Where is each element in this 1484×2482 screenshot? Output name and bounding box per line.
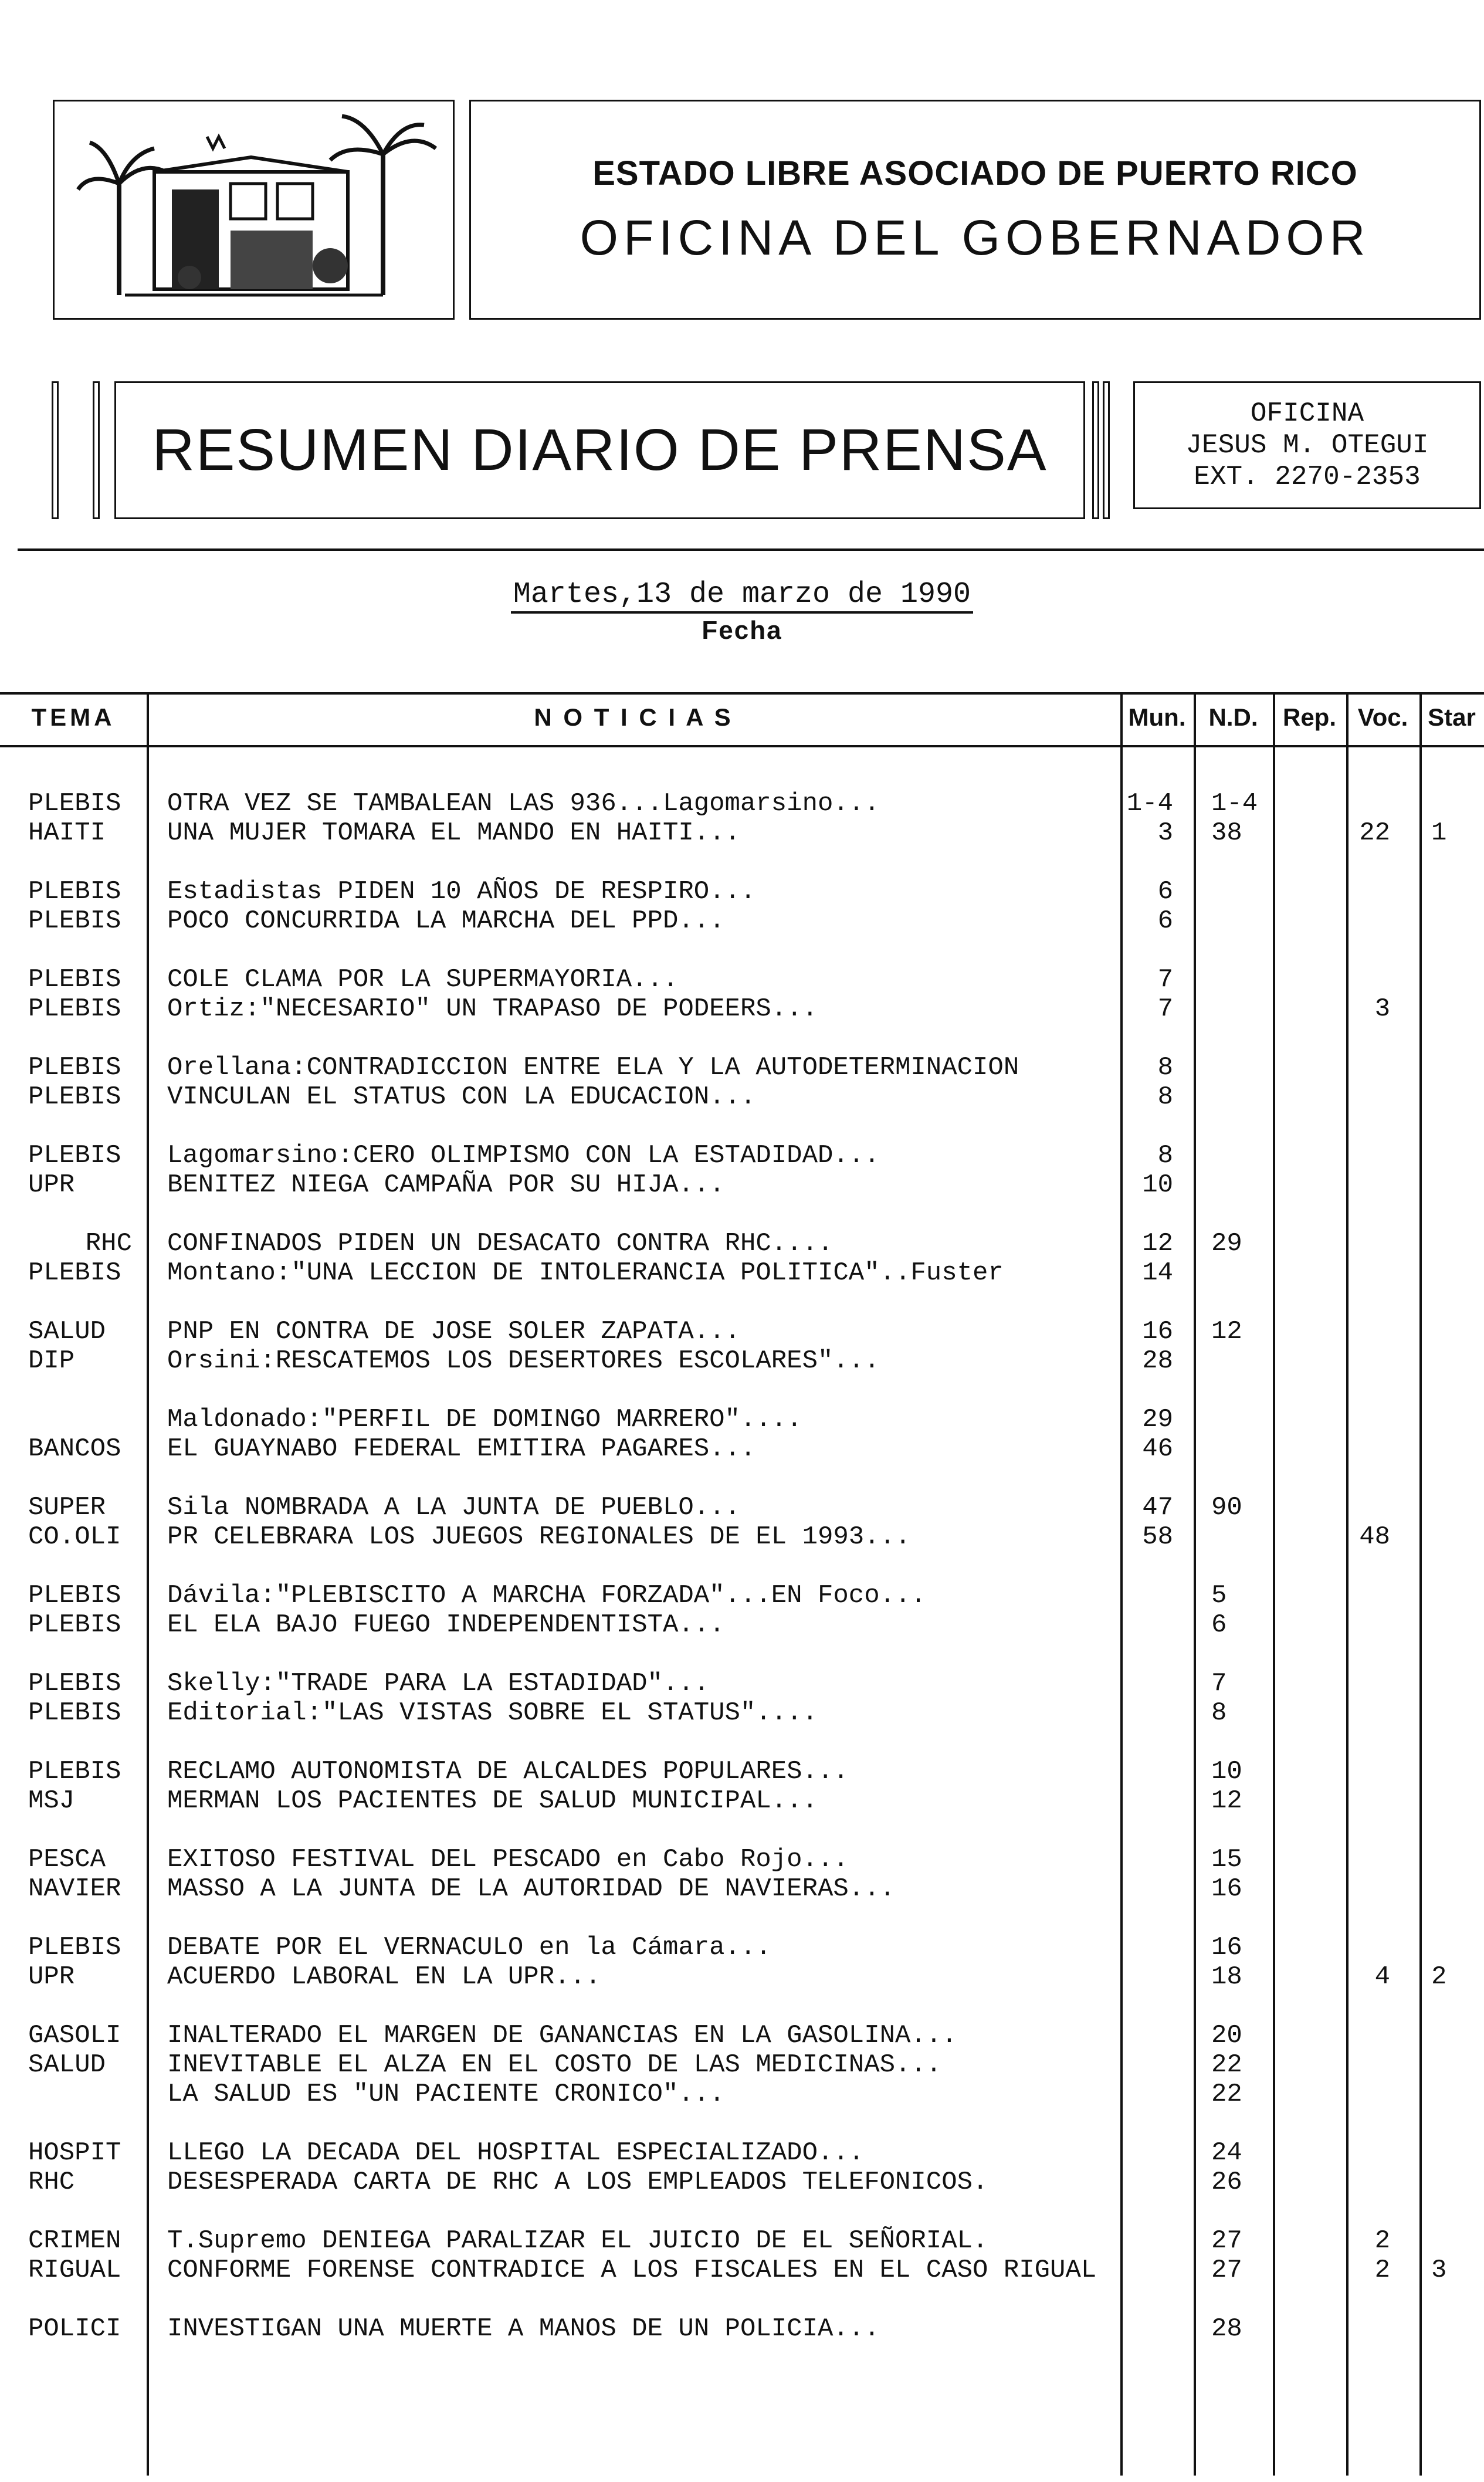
header-box: [469, 100, 1481, 320]
row-tema: PLEBIS: [28, 965, 121, 994]
row-tema: PLEBIS: [28, 994, 121, 1024]
row-tema: NAVIER: [28, 1874, 121, 1904]
table-row: [0, 1405, 1484, 1434]
table-row: [0, 2256, 1484, 2285]
row-noticia: Orsini:RESCATEMOS LOS DESERTORES ESCOLARES"...: [167, 1346, 880, 1376]
row-noticia: Ortiz:"NECESARIO" UN TRAPASO DE PODEERS...: [167, 994, 818, 1024]
col-header-mun: Mun.: [1128, 703, 1186, 731]
row-noticia: EL GUAYNABO FEDERAL EMITIRA PAGARES...: [167, 1434, 756, 1464]
table-row: [0, 1141, 1484, 1170]
table-row: [0, 1874, 1484, 1904]
banner-bar-left-1: [52, 381, 59, 519]
office-line1: OFICINA: [1250, 398, 1364, 429]
office-line3: EXT. 2270-2353: [1194, 462, 1421, 492]
row-nd: 15: [1211, 1845, 1242, 1874]
row-tema: PLEBIS: [28, 1581, 121, 1610]
row-noticia: LA SALUD ES "UN PACIENTE CRONICO"...: [167, 2080, 725, 2109]
row-noticia: Skelly:"TRADE PARA LA ESTADIDAD"...: [167, 1669, 710, 1698]
row-noticia: Dávila:"PLEBISCITO A MARCHA FORZADA"...EN Foco...: [167, 1581, 926, 1610]
row-mun: 6: [1157, 877, 1173, 906]
row-nd: 5: [1211, 1581, 1227, 1610]
col-header-noticias: N O T I C I A S: [534, 703, 733, 731]
row-mun: 16: [1142, 1317, 1173, 1346]
table-row: [0, 1493, 1484, 1522]
row-nd: 38: [1211, 818, 1242, 848]
row-noticia: MASSO A LA JUNTA DE LA AUTORIDAD DE NAVIERAS...: [167, 1874, 896, 1904]
row-nd: 16: [1211, 1874, 1242, 1904]
header-line1: ESTADO LIBRE ASOCIADO DE PUERTO RICO: [592, 154, 1358, 192]
date-text: Martes,13 de marzo de 1990: [511, 578, 973, 614]
row-noticia: OTRA VEZ SE TAMBALEAN LAS 936...Lagomarsino...: [167, 789, 880, 818]
row-noticia: INVESTIGAN UNA MUERTE A MANOS DE UN POLICIA...: [167, 2314, 880, 2344]
table-row: [0, 2168, 1484, 2197]
row-noticia: RECLAMO AUTONOMISTA DE ALCALDES POPULARES...: [167, 1757, 849, 1786]
row-tema: PLEBIS: [28, 789, 121, 818]
row-tema: PLEBIS: [28, 906, 121, 936]
table-header-bottom-rule: [0, 745, 1484, 747]
row-noticia: EL ELA BAJO FUEGO INDEPENDENTISTA...: [167, 1610, 725, 1640]
table-row: [0, 818, 1484, 848]
row-voc: 2: [1374, 2256, 1390, 2285]
row-nd: 8: [1211, 1698, 1227, 1728]
row-noticia: CONFORME FORENSE CONTRADICE A LOS FISCALES EN EL CASO RIGUAL: [167, 2256, 1097, 2285]
table-row: [0, 2021, 1484, 2050]
logo-box: [53, 100, 455, 320]
row-noticia: Orellana:CONTRADICCION ENTRE ELA Y LA AUTODETERMINACION: [167, 1053, 1019, 1082]
table-row: [0, 906, 1484, 936]
row-mun: 7: [1157, 994, 1173, 1024]
row-noticia: CONFINADOS PIDEN UN DESACATO CONTRA RHC....: [167, 1229, 834, 1258]
row-tema: DIP: [28, 1346, 75, 1376]
table-row: [0, 1170, 1484, 1200]
table-row: [0, 1434, 1484, 1464]
fortaleza-logo-icon: [55, 101, 453, 318]
row-nd: 90: [1211, 1493, 1242, 1522]
table-row: [0, 994, 1484, 1024]
row-voc: 2: [1374, 2226, 1390, 2256]
separator-rule: [18, 548, 1484, 551]
row-noticia: Editorial:"LAS VISTAS SOBRE EL STATUS"....: [167, 1698, 818, 1728]
row-tema: PLEBIS: [28, 1258, 121, 1288]
row-nd: 22: [1211, 2080, 1242, 2109]
banner-title: RESUMEN DIARIO DE PRENSA: [152, 417, 1048, 483]
banner-title-box: [114, 381, 1085, 519]
row-nd: 12: [1211, 1317, 1242, 1346]
row-tema: SALUD: [28, 1317, 106, 1346]
row-nd: 20: [1211, 2021, 1242, 2050]
row-mun: 46: [1142, 1434, 1173, 1464]
row-tema: PLEBIS: [28, 1053, 121, 1082]
row-star: 2: [1431, 1962, 1447, 1992]
row-noticia: VINCULAN EL STATUS CON LA EDUCACION...: [167, 1082, 756, 1112]
row-mun: 7: [1157, 965, 1173, 994]
row-tema: RHC: [28, 2168, 75, 2197]
table-row: [0, 1610, 1484, 1640]
table-row: [0, 1082, 1484, 1112]
row-mun: 8: [1157, 1053, 1173, 1082]
table-row: [0, 1962, 1484, 1992]
table-row: [0, 1522, 1484, 1552]
row-tema: BANCOS: [28, 1434, 121, 1464]
table-row: [0, 2138, 1484, 2168]
row-noticia: DESESPERADA CARTA DE RHC A LOS EMPLEADOS TELEFONICOS.: [167, 2168, 988, 2197]
row-mun: 28: [1142, 1346, 1173, 1376]
table-top-rule: [0, 692, 1484, 695]
row-nd: 24: [1211, 2138, 1242, 2168]
row-nd: 22: [1211, 2050, 1242, 2080]
row-tema: PLEBIS: [28, 1698, 121, 1728]
row-tema: PLEBIS: [28, 1933, 121, 1962]
row-nd: 18: [1211, 1962, 1242, 1992]
table-row: [0, 1845, 1484, 1874]
row-noticia: ACUERDO LABORAL EN LA UPR...: [167, 1962, 601, 1992]
row-tema: POLICI: [28, 2314, 121, 2344]
row-tema: UPR: [28, 1170, 75, 1200]
row-tema: PESCA: [28, 1845, 106, 1874]
row-mun: 29: [1142, 1405, 1173, 1434]
row-nd: 12: [1211, 1786, 1242, 1816]
row-noticia: INALTERADO EL MARGEN DE GANANCIAS EN LA GASOLINA...: [167, 2021, 957, 2050]
row-tema: CRIMEN: [28, 2226, 121, 2256]
table-row: [0, 2314, 1484, 2344]
row-mun: 3: [1157, 818, 1173, 848]
table-row: [0, 2226, 1484, 2256]
row-nd: 29: [1211, 1229, 1242, 1258]
row-tema: CO.OLI: [28, 1522, 121, 1552]
table-row: [0, 789, 1484, 818]
row-tema: RHC: [85, 1229, 132, 1258]
row-noticia: Estadistas PIDEN 10 AÑOS DE RESPIRO...: [167, 877, 756, 906]
row-tema: UPR: [28, 1962, 75, 1992]
row-mun: 12: [1142, 1229, 1173, 1258]
row-noticia: COLE CLAMA POR LA SUPERMAYORIA...: [167, 965, 679, 994]
col-header-star: Star: [1428, 703, 1476, 731]
table-row: [0, 877, 1484, 906]
office-box: [1133, 381, 1481, 509]
row-noticia: POCO CONCURRIDA LA MARCHA DEL PPD...: [167, 906, 725, 936]
office-line2: JESUS M. OTEGUI: [1185, 430, 1429, 460]
row-noticia: DEBATE POR EL VERNACULO en la Cámara...: [167, 1933, 771, 1962]
row-nd: 27: [1211, 2256, 1242, 2285]
row-noticia: Sila NOMBRADA A LA JUNTA DE PUEBLO...: [167, 1493, 740, 1522]
row-voc: 3: [1374, 994, 1390, 1024]
row-noticia: Montano:"UNA LECCION DE INTOLERANCIA POLITICA"..Fuster: [167, 1258, 1004, 1288]
row-tema: PLEBIS: [28, 1082, 121, 1112]
row-noticia: LLEGO LA DECADA DEL HOSPITAL ESPECIALIZADO...: [167, 2138, 865, 2168]
row-star: 1: [1431, 818, 1447, 848]
date-label: Fecha: [702, 616, 782, 645]
row-mun: 1-4: [1126, 789, 1173, 818]
col-header-nd: N.D.: [1208, 703, 1258, 731]
table-row: [0, 2050, 1484, 2080]
row-mun: 10: [1142, 1170, 1173, 1200]
row-tema: GASOLI: [28, 2021, 121, 2050]
row-noticia: PNP EN CONTRA DE JOSE SOLER ZAPATA...: [167, 1317, 740, 1346]
row-nd: 28: [1211, 2314, 1242, 2344]
row-tema: RIGUAL: [28, 2256, 121, 2285]
row-tema: HAITI: [28, 818, 106, 848]
header-line2: OFICINA DEL GOBERNADOR: [580, 209, 1371, 265]
row-mun: 14: [1142, 1258, 1173, 1288]
row-noticia: Lagomarsino:CERO OLIMPISMO CON LA ESTADIDAD...: [167, 1141, 880, 1170]
table-row: [0, 1229, 1484, 1258]
row-tema: PLEBIS: [28, 1757, 121, 1786]
table-row: [0, 965, 1484, 994]
row-tema: SALUD: [28, 2050, 106, 2080]
row-tema: PLEBIS: [28, 1141, 121, 1170]
row-mun: 47: [1142, 1493, 1173, 1522]
table-row: [0, 1581, 1484, 1610]
row-nd: 16: [1211, 1933, 1242, 1962]
banner-bar-right-1: [1092, 381, 1099, 519]
row-noticia: MERMAN LOS PACIENTES DE SALUD MUNICIPAL...: [167, 1786, 818, 1816]
row-tema: SUPER: [28, 1493, 106, 1522]
row-nd: 1-4: [1211, 789, 1258, 818]
row-tema: MSJ: [28, 1786, 75, 1816]
table-row: [0, 1258, 1484, 1288]
row-mun: 58: [1142, 1522, 1173, 1552]
row-star: 3: [1431, 2256, 1447, 2285]
banner-bar-right-2: [1103, 381, 1110, 519]
row-noticia: BENITEZ NIEGA CAMPAÑA POR SU HIJA...: [167, 1170, 725, 1200]
table-row: [0, 2080, 1484, 2109]
date-line: [0, 578, 1484, 611]
row-noticia: UNA MUJER TOMARA EL MANDO EN HAITI...: [167, 818, 740, 848]
row-noticia: Maldonado:"PERFIL DE DOMINGO MARRERO"....: [167, 1405, 802, 1434]
col-header-tema: TEMA: [31, 703, 116, 731]
row-voc: 22: [1359, 818, 1390, 848]
table-row: [0, 1933, 1484, 1962]
table-row: [0, 1786, 1484, 1816]
row-nd: 10: [1211, 1757, 1242, 1786]
table-row: [0, 1669, 1484, 1698]
table-row: [0, 1757, 1484, 1786]
table-row: [0, 1698, 1484, 1728]
row-nd: 27: [1211, 2226, 1242, 2256]
row-noticia: PR CELEBRARA LOS JUEGOS REGIONALES DE EL 1993...: [167, 1522, 911, 1552]
row-noticia: T.Supremo DENIEGA PARALIZAR EL JUICIO DE EL SEÑORIAL.: [167, 2226, 988, 2256]
table-row: [0, 1053, 1484, 1082]
row-mun: 8: [1157, 1082, 1173, 1112]
col-header-rep: Rep.: [1282, 703, 1336, 731]
row-voc: 4: [1374, 1962, 1390, 1992]
col-header-voc: Voc.: [1357, 703, 1408, 731]
table-row: [0, 1346, 1484, 1376]
row-tema: PLEBIS: [28, 1669, 121, 1698]
table-row: [0, 1317, 1484, 1346]
row-nd: 7: [1211, 1669, 1227, 1698]
row-tema: PLEBIS: [28, 1610, 121, 1640]
row-tema: HOSPIT: [28, 2138, 121, 2168]
row-nd: 26: [1211, 2168, 1242, 2197]
row-noticia: EXITOSO FESTIVAL DEL PESCADO en Cabo Rojo...: [167, 1845, 849, 1874]
row-nd: 6: [1211, 1610, 1227, 1640]
banner-bar-left-2: [93, 381, 100, 519]
row-noticia: INEVITABLE EL ALZA EN EL COSTO DE LAS MEDICINAS...: [167, 2050, 942, 2080]
row-tema: PLEBIS: [28, 877, 121, 906]
row-mun: 6: [1157, 906, 1173, 936]
row-voc: 48: [1359, 1522, 1390, 1552]
row-mun: 8: [1157, 1141, 1173, 1170]
